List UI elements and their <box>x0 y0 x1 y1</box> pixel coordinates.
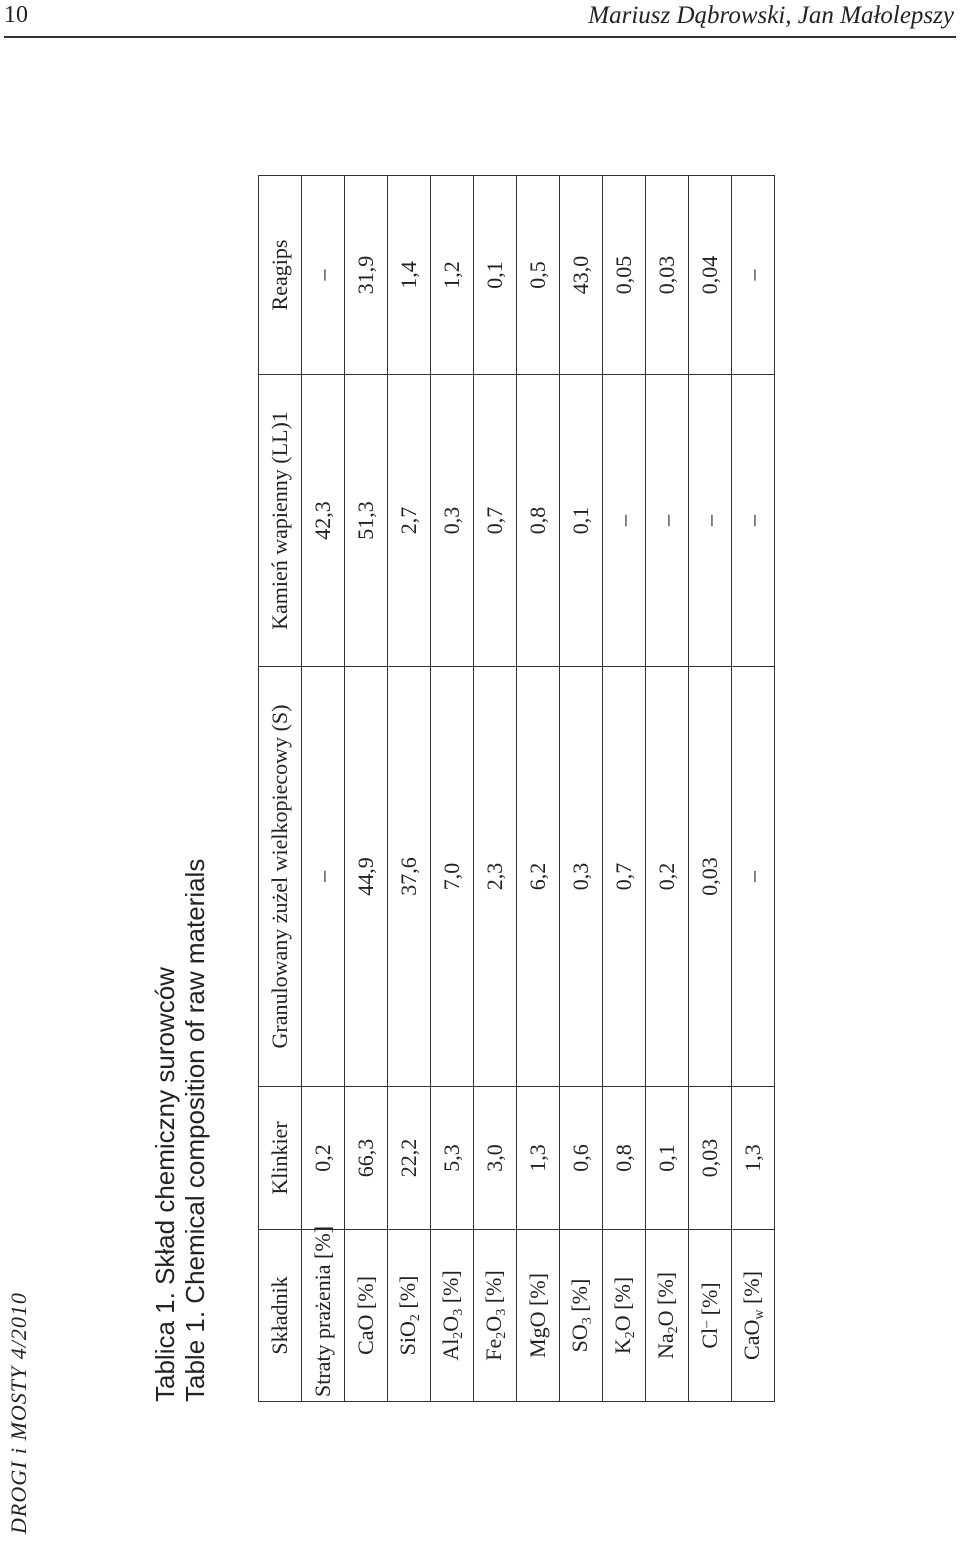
rotated-table-area <box>150 162 767 1402</box>
table-row <box>474 176 517 1402</box>
table-row <box>732 176 775 1402</box>
table-cell: 0,8 <box>517 375 560 667</box>
table-row <box>517 176 560 1402</box>
table-cell: 0,04 <box>689 176 732 375</box>
table-cell: 42,3 <box>302 375 345 667</box>
table-cell: 0,1 <box>560 375 603 667</box>
table-cell: 37,6 <box>388 667 431 1087</box>
table-caption <box>150 859 210 1402</box>
table-cell: 1,3 <box>732 1087 775 1230</box>
header-divider <box>4 36 956 38</box>
table-cell: – <box>603 375 646 667</box>
table-cell: 5,3 <box>431 1087 474 1230</box>
row-label: $Fe_2O_3$ [%] <box>474 1230 517 1402</box>
row-label: Cl– [%] <box>689 1230 732 1402</box>
table-cell: 7,0 <box>431 667 474 1087</box>
table-cell: 2,3 <box>474 667 517 1087</box>
table-cell: – <box>732 667 775 1087</box>
table-cell: 2,7 <box>388 375 431 667</box>
table-header-row <box>259 176 302 1402</box>
row-label: SiO$_2$ [%] <box>388 1230 431 1402</box>
table-cell: – <box>689 375 732 667</box>
table-cell: 0,6 <box>560 1087 603 1230</box>
table-cell: 0,8 <box>603 1087 646 1230</box>
table-cell: – <box>732 176 775 375</box>
table-cell: – <box>302 667 345 1087</box>
table-cell: 3,0 <box>474 1087 517 1230</box>
row-label: $Al_2O_3$ [%] <box>431 1230 474 1402</box>
table-row <box>345 176 388 1402</box>
row-label: $K_2O$ [%] <box>603 1230 646 1402</box>
table-cell: 0,7 <box>603 667 646 1087</box>
table-cell: 0,03 <box>689 667 732 1087</box>
row-label: $SO_3$ [%] <box>560 1230 603 1402</box>
table-cell: 0,7 <box>474 375 517 667</box>
column-header: Reagips <box>259 176 302 375</box>
table-cell: 0,3 <box>431 375 474 667</box>
table-cell: – <box>732 375 775 667</box>
table-row <box>603 176 646 1402</box>
table-cell: 0,05 <box>603 176 646 375</box>
table-row <box>689 176 732 1402</box>
row-label: Straty prażenia [%] <box>302 1230 345 1402</box>
caption-polish: Tablica 1. Skład chemiczny surowców <box>150 967 180 1402</box>
table-cell: – <box>646 375 689 667</box>
table-cell: 0,5 <box>517 176 560 375</box>
row-label: CaO [%] <box>345 1230 388 1402</box>
table-cell: 0,1 <box>474 176 517 375</box>
journal-footer: DROGI i MOSTY 4/2010 <box>6 1292 31 1534</box>
table-cell: 0,03 <box>646 176 689 375</box>
table-cell: 0,2 <box>646 667 689 1087</box>
row-label: $Na_2O$ [%] <box>646 1230 689 1402</box>
table-cell: 31,9 <box>345 176 388 375</box>
table-row <box>646 176 689 1402</box>
table-row <box>560 176 603 1402</box>
column-header: Składnik <box>259 1230 302 1402</box>
table-cell: 0,03 <box>689 1087 732 1230</box>
table-cell: 44,9 <box>345 667 388 1087</box>
table-cell: – <box>302 176 345 375</box>
row-label: CaO$_w$ [%] <box>732 1230 775 1402</box>
page-number: 10 <box>4 2 28 28</box>
table-cell: 1,2 <box>431 176 474 375</box>
caption-english: Table 1. Chemical composition of raw materials <box>180 858 210 1402</box>
table-cell: 0,3 <box>560 667 603 1087</box>
running-head-authors: Mariusz Dąbrowski, Jan Małolepszy <box>588 2 954 29</box>
table-row <box>302 176 345 1402</box>
table-cell: 43,0 <box>560 176 603 375</box>
table-cell: 22,2 <box>388 1087 431 1230</box>
table-row <box>388 176 431 1402</box>
table-cell: 1,3 <box>517 1087 560 1230</box>
row-label: MgO [%] <box>517 1230 560 1402</box>
table-cell: 0,1 <box>646 1087 689 1230</box>
table-cell: 1,4 <box>388 176 431 375</box>
column-header: Kamień wapienny (LL)1 <box>259 375 302 667</box>
chemical-composition-table <box>258 175 775 1402</box>
table-cell: 0,2 <box>302 1087 345 1230</box>
table-cell: 66,3 <box>345 1087 388 1230</box>
column-header: Granulowany żużel wielkopiecowy (S) <box>259 667 302 1087</box>
table-row <box>431 176 474 1402</box>
table-cell: 6,2 <box>517 667 560 1087</box>
column-header: Klinkier <box>259 1087 302 1230</box>
table-cell: 51,3 <box>345 375 388 667</box>
